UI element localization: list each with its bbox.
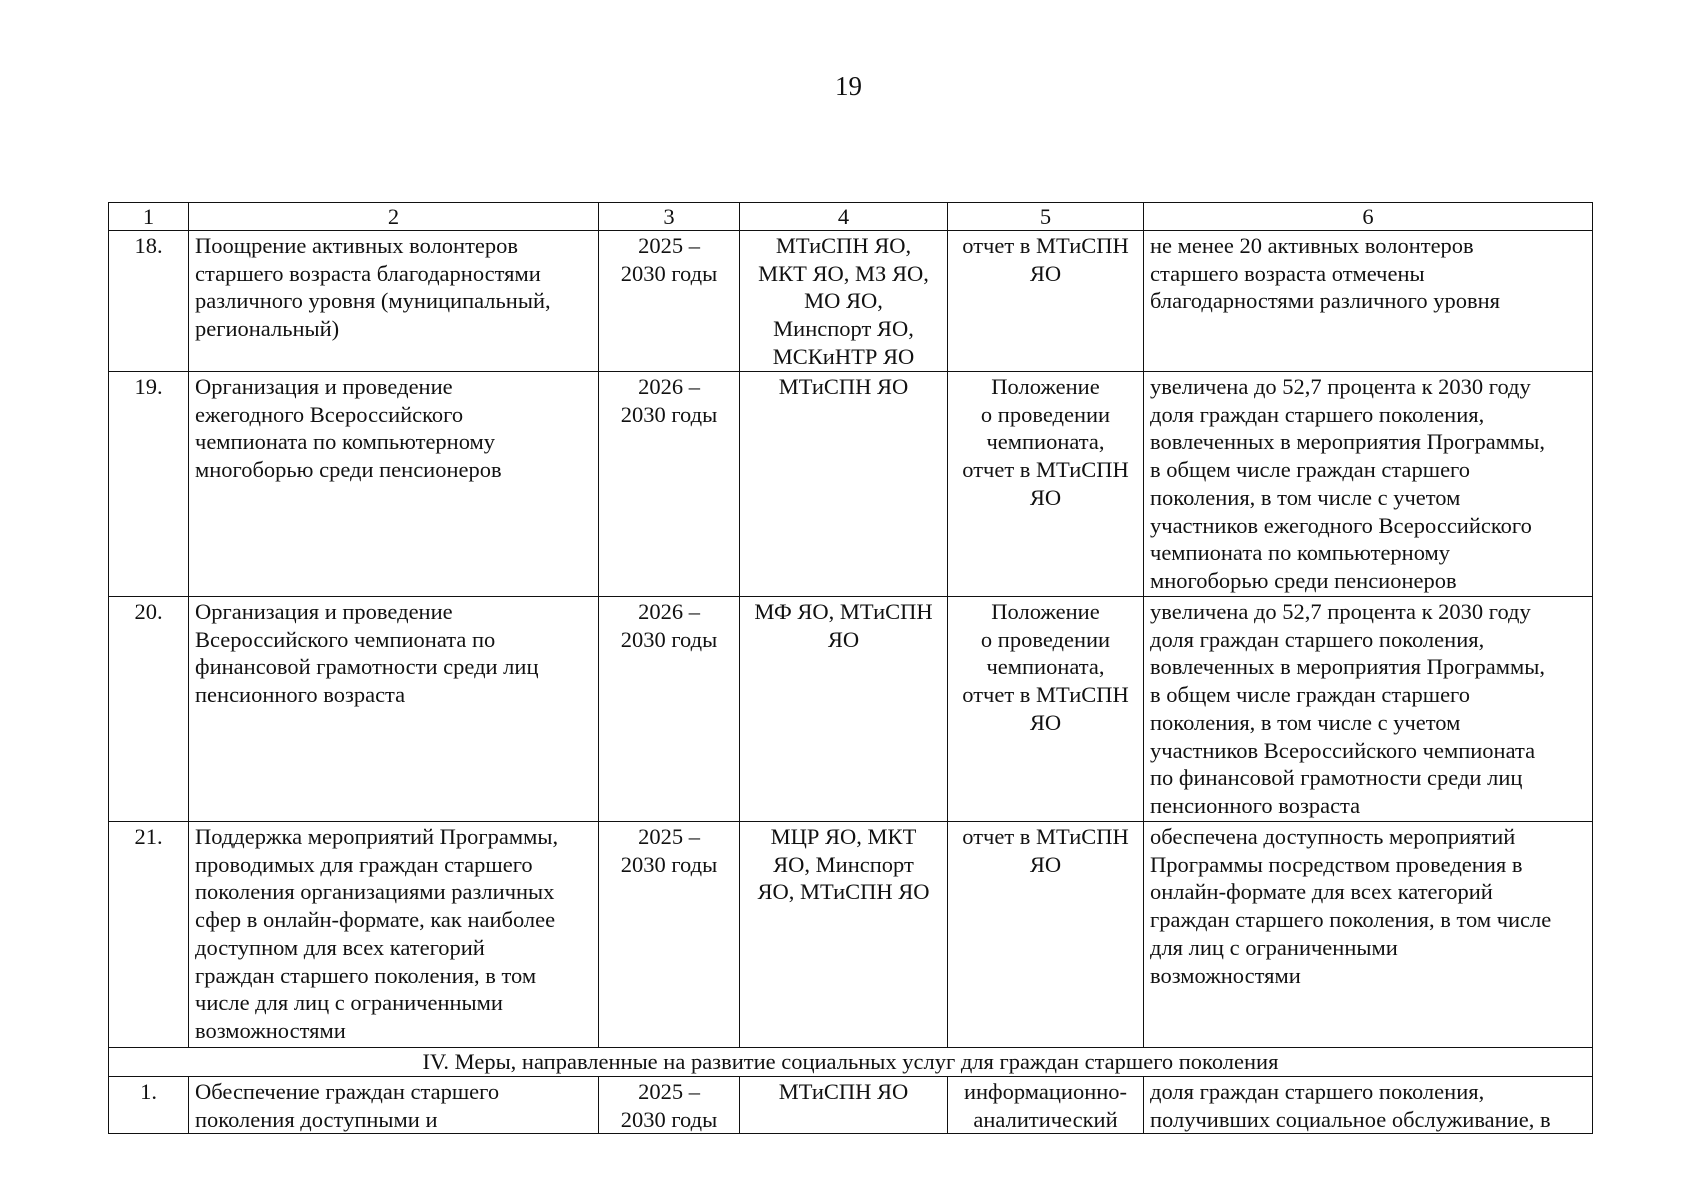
period-cell: 2026 – 2030 годы (599, 597, 740, 822)
measure-cell: Организация и проведение Всероссийского чемпионата по финансовой грамотности среди лиц пенсионного возраста (189, 597, 599, 822)
executor-cell: МТиСПН ЯО (740, 372, 948, 597)
table-row (109, 231, 1593, 372)
measure-cell: Поддержка мероприятий Программы, проводимых для граждан старшего поколения организациями различных сфер в онлайн-формате, как наиболее доступном для всех категорий граждан старшего поколения, в том числе для лиц с ограниченными возможностями (189, 822, 599, 1048)
table-row (109, 1077, 1593, 1134)
header-cell-2: 2 (189, 203, 599, 231)
table-header-row (109, 203, 1593, 231)
result-cell: не менее 20 активных волонтеров старшего возраста отмечены благодарностями различного уровня (1144, 231, 1593, 372)
measures-table (108, 202, 1593, 1134)
period-cell: 2025 – 2030 годы (599, 822, 740, 1048)
page-number: 19 (835, 71, 862, 101)
table-row (109, 822, 1593, 1048)
header-cell-1: 1 (109, 203, 189, 231)
executor-cell: МТиСПН ЯО (740, 1077, 948, 1134)
executor-cell: МТиСПН ЯО, МКТ ЯО, МЗ ЯО, МО ЯО, Минспорт ЯО, МСКиНТР ЯО (740, 231, 948, 372)
header-cell-6: 6 (1144, 203, 1593, 231)
header-cell-4: 4 (740, 203, 948, 231)
measure-cell: Обеспечение граждан старшего поколения доступными и (189, 1077, 599, 1134)
row-number-cell: 1. (109, 1077, 189, 1134)
period-cell: 2025 – 2030 годы (599, 1077, 740, 1134)
result-cell: доля граждан старшего поколения, получивших социальное обслуживание, в (1144, 1077, 1593, 1134)
section-header-row (109, 1048, 1593, 1077)
executor-cell: МФ ЯО, МТиСПН ЯО (740, 597, 948, 822)
row-number-cell: 18. (109, 231, 189, 372)
result-cell: обеспечена доступность мероприятий Программы посредством проведения в онлайн-формате для всех категорий граждан старшего поколения, в том числе для лиц с ограниченными возможностями (1144, 822, 1593, 1048)
row-number-cell: 21. (109, 822, 189, 1048)
header-cell-3: 3 (599, 203, 740, 231)
result-cell: увеличена до 52,7 процента к 2030 году доля граждан старшего поколения, вовлеченных в мероприятия Программы, в общем числе граждан старшего поколения, в том числе с учетом участников Всероссийского чемпионата по финансовой грамотности среди лиц пенсионного возраста (1144, 597, 1593, 822)
table-row (109, 372, 1593, 597)
period-cell: 2026 – 2030 годы (599, 372, 740, 597)
section-title: IV. Меры, направленные на развитие социальных услуг для граждан старшего поколения (109, 1048, 1593, 1077)
result-cell: увеличена до 52,7 процента к 2030 году доля граждан старшего поколения, вовлеченных в мероприятия Программы, в общем числе граждан старшего поколения, в том числе с учетом участников ежегодного Всероссийского чемпионата по компьютерному многоборью среди пенсионеров (1144, 372, 1593, 597)
period-cell: 2025 – 2030 годы (599, 231, 740, 372)
document-cell: информационно- аналитический (948, 1077, 1144, 1134)
document-cell: Положение о проведении чемпионата, отчет в МТиСПН ЯО (948, 597, 1144, 822)
header-cell-5: 5 (948, 203, 1144, 231)
executor-cell: МЦР ЯО, МКТ ЯО, Минспорт ЯО, МТиСПН ЯО (740, 822, 948, 1048)
document-cell: Положение о проведении чемпионата, отчет в МТиСПН ЯО (948, 372, 1144, 597)
measure-cell: Организация и проведение ежегодного Всероссийского чемпионата по компьютерному многоборью среди пенсионеров (189, 372, 599, 597)
row-number-cell: 19. (109, 372, 189, 597)
document-cell: отчет в МТиСПН ЯО (948, 822, 1144, 1048)
document-cell: отчет в МТиСПН ЯО (948, 231, 1144, 372)
measure-cell: Поощрение активных волонтеров старшего возраста благодарностями различного уровня (муниципальный, региональный) (189, 231, 599, 372)
table-row (109, 597, 1593, 822)
row-number-cell: 20. (109, 597, 189, 822)
